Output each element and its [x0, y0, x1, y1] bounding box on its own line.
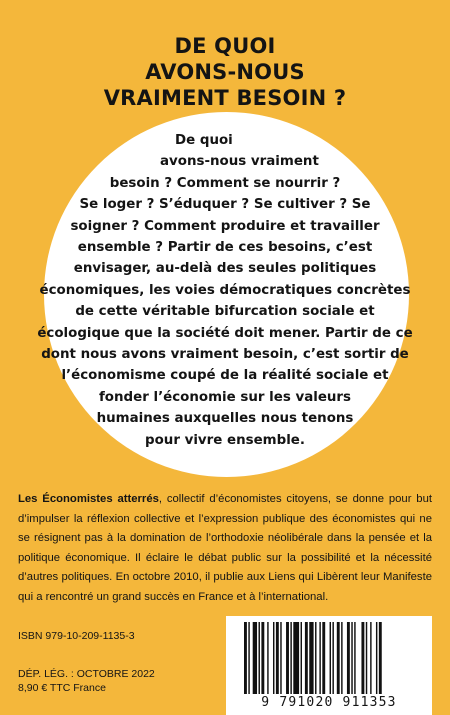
barcode: [226, 616, 432, 715]
blurb-line: dont nous avons vraiment besoin, c’est sortir de: [41, 347, 409, 363]
price: 8,90 € TTC France: [18, 682, 106, 694]
blurb-line: l’économisme coupé de la réalité sociale et: [61, 368, 389, 384]
blurb-line: De quoi: [175, 133, 233, 148]
legal-info: [18, 667, 155, 695]
book-title: [0, 33, 450, 111]
blurb-line: envisager, au-delà des seules politiques: [73, 261, 377, 277]
barcode-icon: [226, 616, 432, 698]
isbn: ISBN 979-10-209-1135-3: [18, 630, 135, 642]
blurb-line: fonder l’économie sur les valeurs: [98, 389, 352, 405]
blurb-line: écologique que la société doit mener. Partir de ce: [37, 325, 413, 341]
title-line-2: AVONS-NOUS: [145, 60, 305, 84]
blurb-text: [0, 130, 450, 451]
title-line-1: DE QUOI: [174, 34, 276, 58]
blurb-line: soigner ? Comment produire et travailler: [70, 218, 380, 234]
barcode-digits: 9 791020 911353: [261, 695, 397, 710]
blurb-line: Se loger ? S’éduquer ? Se cultiver ? Se: [79, 197, 371, 213]
collective-name: Les Économistes atterrés: [18, 493, 159, 505]
title-line-3: VRAIMENT BESOIN ?: [103, 86, 347, 110]
blurb-line: humaines auxquelles nous tenons: [96, 411, 354, 427]
publisher-about: [18, 490, 432, 607]
blurb-line: ensemble ? Partir de ces besoins, c’est: [77, 240, 373, 256]
blurb-line: besoin ? Comment se nourrir ?: [109, 175, 341, 191]
legal-deposit: DÉP. LÉG. : OCTOBRE 2022: [18, 668, 155, 680]
blurb-line: avons-nous vraiment: [160, 154, 319, 170]
blurb-line: pour vivre ensemble.: [145, 432, 305, 448]
blurb-line: de cette véritable bifurcation sociale et: [75, 304, 375, 320]
about-text: , collectif d’économistes citoyens, se donne pour but d’impulser la réflexion collective et l’expression publique des économistes qui ne se résignent pas à la domination de l’orthodoxie néolibérale dans la pensée et la politique économique. Il éclaire le débat public sur la possibilité et la nécessité d’autres politiques. En octobre 2010, il publie aux Liens qui Libèrent leur Manifeste qui a rencontré un grand succès en France et à l’international.: [18, 493, 432, 603]
blurb-line: économiques, les voies démocratiques concrètes: [39, 282, 411, 298]
